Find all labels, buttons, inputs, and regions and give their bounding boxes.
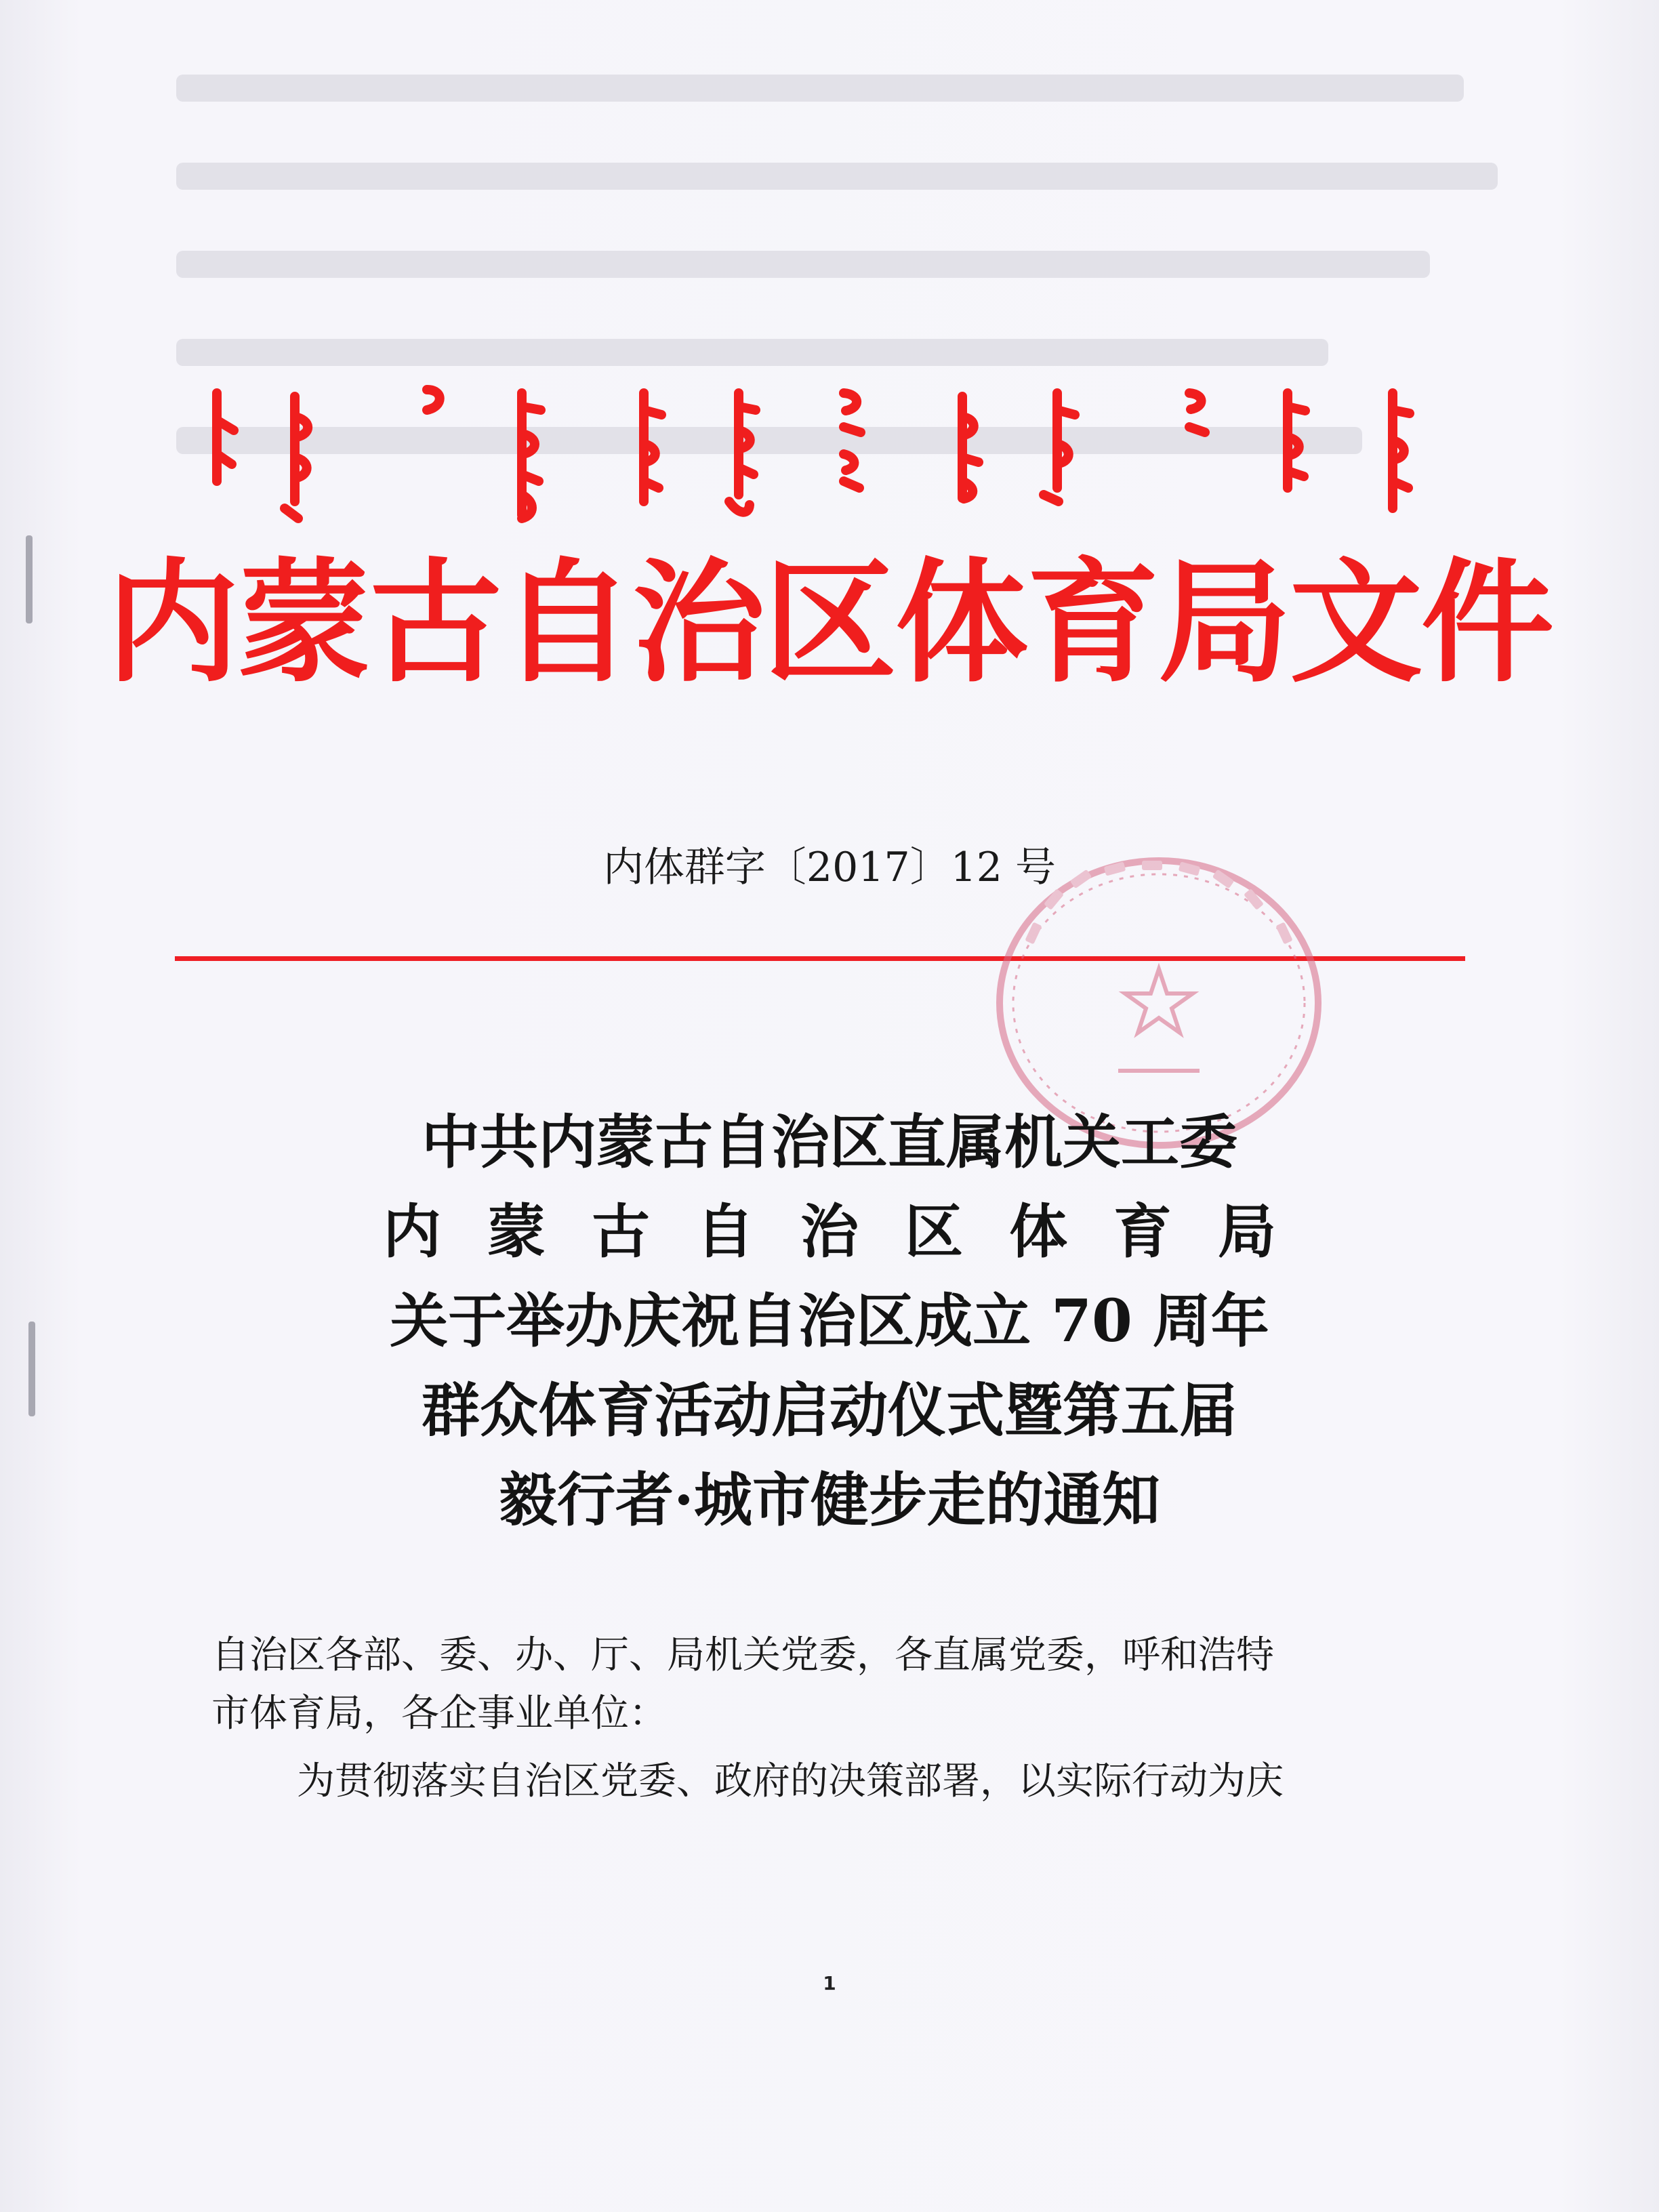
body-paragraph-1: 为贯彻落实自治区党委、政府的决策部署，以实际行动为庆 (297, 1759, 1284, 1803)
notice-title-line-1: 中共内蒙古自治区直属机关工委 (422, 1108, 1237, 1176)
addressee-line-2: 市体育局，各企事业单位： (211, 1692, 667, 1736)
issuer-header-title: 内蒙古自治区体育局文件 (106, 546, 1553, 701)
notice-title-line-3: 关于举办庆祝自治区成立 70 周年 (390, 1287, 1269, 1355)
notice-title (0, 1098, 1659, 1545)
mongolian-script-header (203, 380, 1457, 535)
page-number: 1 (823, 1972, 836, 1994)
binding-mark-top (26, 535, 33, 623)
document-number: 内体群字〔2017〕12 号 (602, 844, 1057, 891)
notice-title-line-4: 群众体育活动启动仪式暨第五届 (422, 1376, 1237, 1445)
addressee-line-1: 自治区各部、委、办、厅、局机关党委，各直属党委，呼和浩特 (211, 1633, 1274, 1677)
notice-title-line-2: 内蒙古自治区体育局 (383, 1197, 1322, 1266)
binding-mark-bottom (28, 1322, 35, 1416)
notice-body (211, 1626, 1465, 1811)
notice-title-line-5: 毅行者·城市健步走的通知 (499, 1466, 1160, 1534)
